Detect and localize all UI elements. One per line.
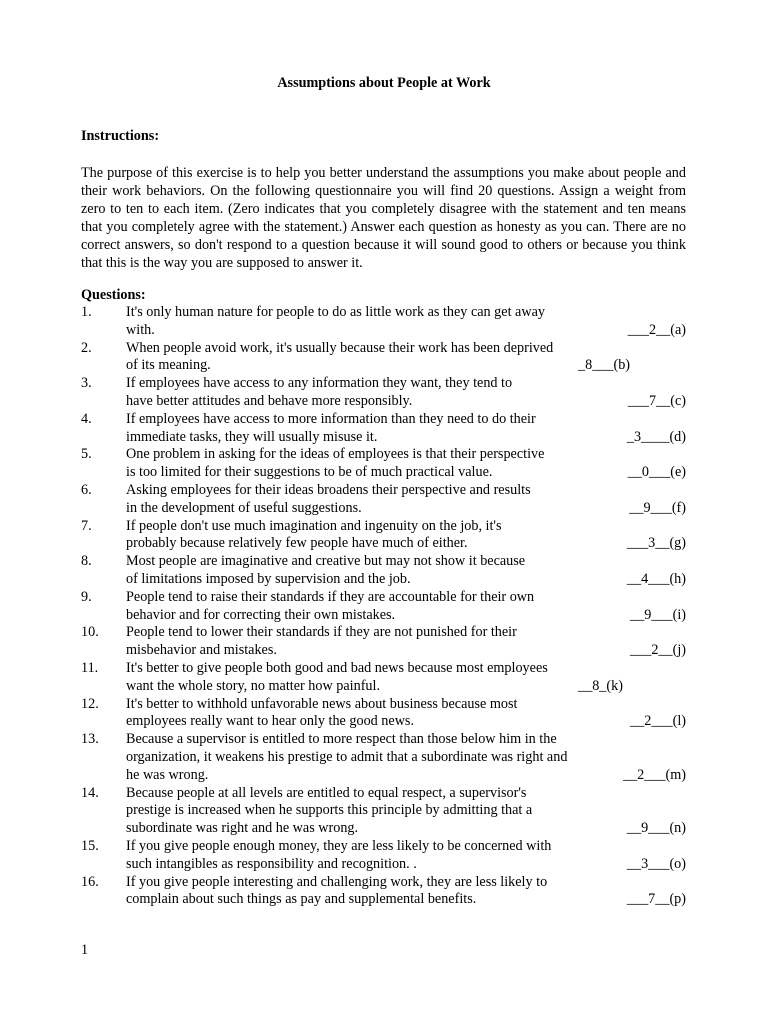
question-item — [81, 785, 686, 838]
question-number: 4. — [81, 410, 92, 427]
question-text-line: Asking employees for their ideas broadens their perspective and results — [126, 481, 531, 498]
page-number: 1 — [81, 942, 89, 958]
question-item — [81, 446, 686, 482]
answer-field[interactable]: __3___(o) — [626, 855, 686, 872]
question-number: 6. — [81, 481, 92, 498]
question-item — [81, 624, 686, 660]
question-item — [81, 340, 686, 376]
question-text-line: It's better to withhold unfavorable news about business because most — [126, 695, 518, 712]
question-number: 7. — [81, 517, 92, 534]
answer-field[interactable]: __2___(m) — [622, 766, 686, 783]
question-text-line: misbehavior and mistakes. — [126, 642, 277, 659]
answer-field[interactable]: __0___(e) — [627, 464, 686, 481]
question-number: 12. — [81, 695, 99, 712]
answer-field[interactable]: __2___(l) — [630, 713, 686, 730]
question-item — [81, 874, 686, 910]
question-item — [81, 838, 686, 874]
question-item — [81, 589, 686, 625]
question-text-line: People tend to lower their standards if they are not punished for their — [126, 624, 517, 641]
question-number: 2. — [81, 339, 92, 356]
question-text-line: When people avoid work, it's usually because their work has been deprived — [126, 339, 554, 356]
question-item — [81, 731, 686, 784]
question-text-line: is too limited for their suggestions to be of much practical value. — [126, 464, 493, 481]
question-number: 8. — [81, 553, 92, 570]
question-text-line: of its meaning. — [126, 357, 211, 374]
question-number: 15. — [81, 837, 99, 854]
question-text-line: have better attitudes and behave more responsibly. — [126, 392, 413, 409]
question-text-line: If people don't use much imagination and ingenuity on the job, it's — [126, 517, 502, 534]
question-item — [81, 482, 686, 518]
question-item — [81, 660, 686, 696]
question-item — [81, 375, 686, 411]
question-text-line: he was wrong. — [126, 766, 209, 783]
question-text-line: If employees have access to more information than they need to do their — [126, 410, 536, 427]
question-text-line: in the development of useful suggestions. — [126, 499, 362, 516]
answer-field[interactable]: ___2__(j) — [630, 642, 686, 659]
question-number: 14. — [81, 784, 99, 801]
question-number: 9. — [81, 588, 92, 605]
question-text-line: behavior and for correcting their own mistakes. — [126, 606, 396, 623]
question-number: 13. — [81, 731, 99, 748]
question-text-line: of limitations imposed by supervision and the job. — [126, 570, 411, 587]
answer-field[interactable]: __8_(k) — [578, 677, 623, 694]
question-text-line: prestige is increased when he supports this principle by admitting that a — [126, 802, 533, 819]
question-text-line: One problem in asking for the ideas of employees is that their perspective — [126, 446, 545, 463]
instructions-paragraph: The purpose of this exercise is to help you better understand the assumptions you make about people and their work behaviors. On the following questionnaire you will find 20 questions. Assign a weight from zero to ten to each item. (Zero indicates that you completely disagree with the statement and ten means that you completely agree with the statement.) Answer each question as honesty as you can. There are no correct answers, so don't respond to a question because it will sound good to others or because you think that this is the way you are supposed to answer it. — [81, 165, 686, 271]
question-number: 1. — [81, 304, 92, 320]
question-text-line: such intangibles as responsibility and recognition. . — [126, 855, 417, 872]
answer-field[interactable]: ___2__(a) — [627, 321, 686, 338]
question-number: 5. — [81, 446, 92, 463]
answer-field[interactable]: _3____(d) — [626, 428, 686, 445]
question-text-line: It's better to give people both good and bad news because most employees — [126, 659, 548, 676]
answer-field[interactable]: ___7__(p) — [626, 891, 686, 908]
question-text-line: People tend to raise their standards if they are accountable for their own — [126, 588, 535, 605]
answer-field[interactable]: __9___(f) — [629, 499, 686, 516]
answer-field[interactable]: ___3__(g) — [626, 535, 686, 552]
question-text-line: immediate tasks, they will usually misuse it. — [126, 428, 378, 445]
answer-field[interactable]: __9___(i) — [630, 606, 686, 623]
answer-field[interactable]: __4___(h) — [626, 570, 686, 587]
question-text-line: subordinate was right and he was wrong. — [126, 820, 359, 837]
questions-heading: Questions: — [81, 287, 146, 303]
question-text-line: with. — [126, 321, 155, 338]
question-number: 3. — [81, 375, 92, 392]
question-text-line: employees really want to hear only the good news. — [126, 713, 415, 730]
answer-field[interactable]: ___7__(c) — [627, 392, 686, 409]
question-text-line: If you give people interesting and challenging work, they are less likely to — [126, 873, 548, 890]
question-text-line: probably because relatively few people have much of either. — [126, 535, 468, 552]
question-text-line: complain about such things as pay and supplemental benefits. — [126, 891, 477, 908]
page-title: Assumptions about People at Work — [277, 75, 491, 91]
question-text-line: If employees have access to any information they want, they tend to — [126, 375, 513, 392]
question-text-line: want the whole story, no matter how painful. — [126, 677, 381, 694]
question-number: 16. — [81, 873, 99, 890]
answer-field[interactable]: __9___(n) — [626, 820, 686, 837]
question-item — [81, 411, 686, 447]
question-number: 11. — [81, 659, 99, 676]
question-number: 10. — [81, 624, 99, 641]
question-item — [81, 696, 686, 732]
question-text-line: It's only human nature for people to do as little work as they can get away — [126, 304, 545, 320]
instructions-heading: Instructions: — [81, 128, 160, 144]
question-item — [81, 553, 686, 589]
question-item — [81, 304, 686, 340]
question-text-line: Because people at all levels are entitled to equal respect, a supervisor's — [126, 784, 527, 801]
question-text-line: If you give people enough money, they are less likely to be concerned with — [126, 837, 552, 854]
question-text-line: organization, it weakens his prestige to admit that a subordinate was right and — [126, 748, 568, 765]
questions-list — [81, 304, 686, 909]
question-text-line: Because a supervisor is entitled to more respect than those below him in the — [126, 731, 557, 748]
question-text-line: Most people are imaginative and creative but may not show it because — [126, 553, 526, 570]
question-item — [81, 518, 686, 554]
answer-field[interactable]: _8___(b) — [578, 357, 631, 374]
